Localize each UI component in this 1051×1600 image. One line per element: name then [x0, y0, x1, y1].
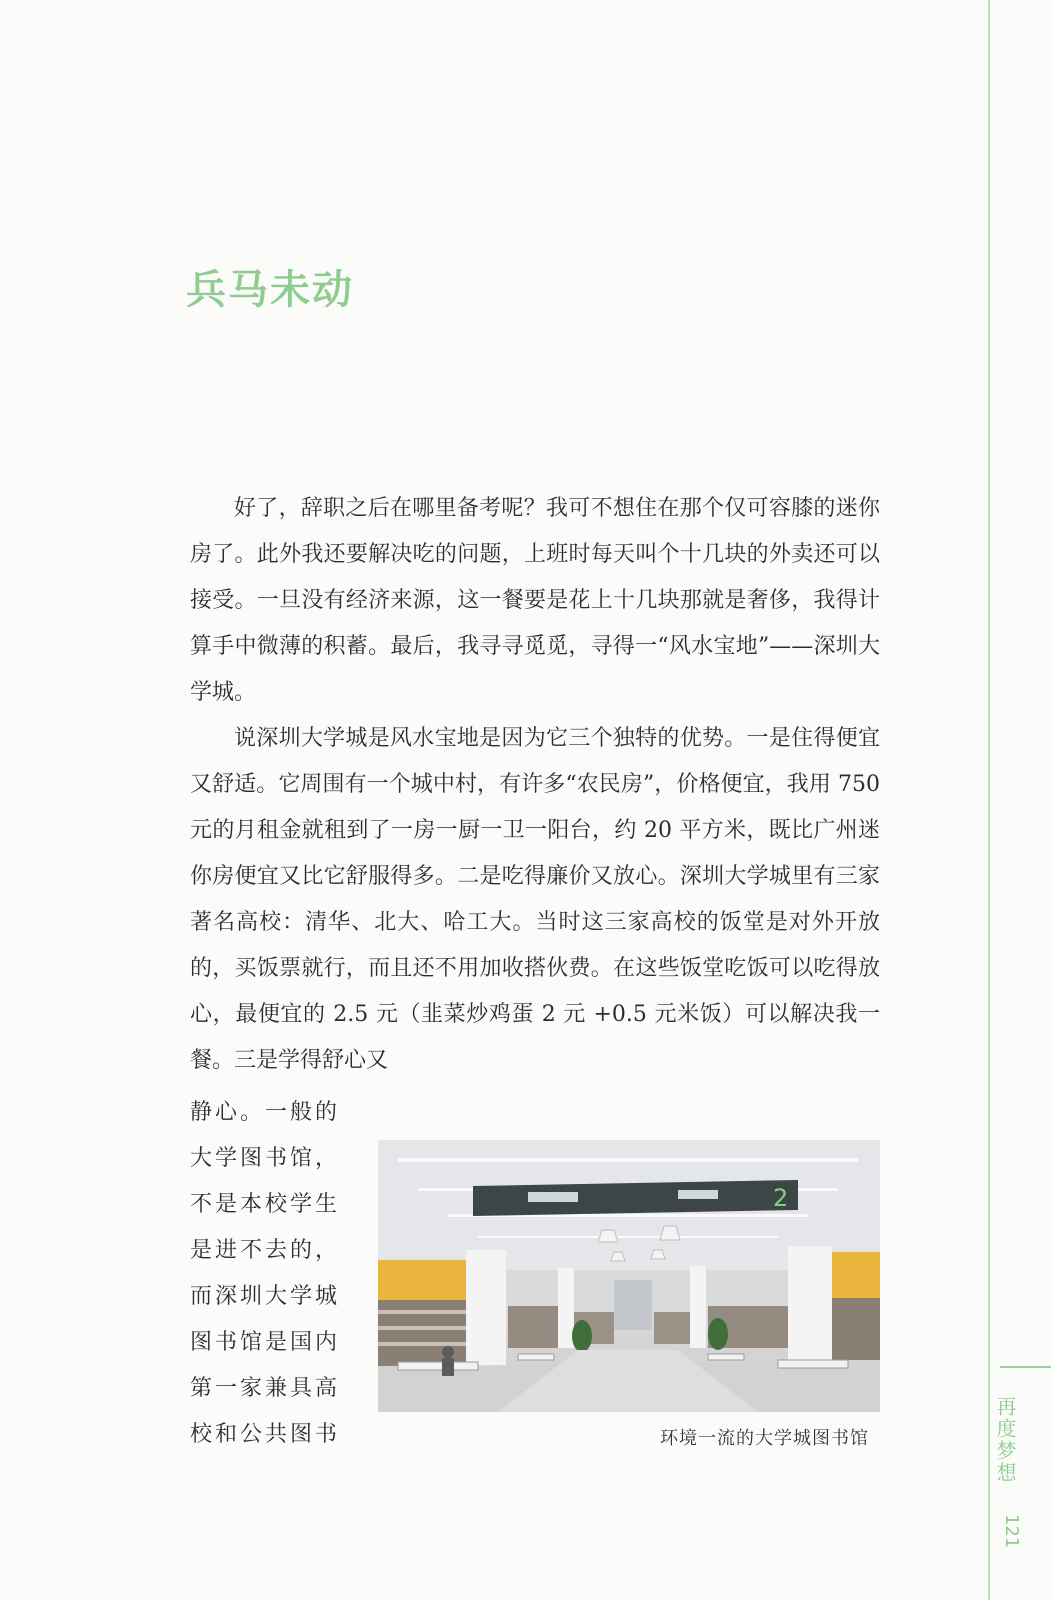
wrap-line: 大学图书馆，: [190, 1146, 341, 1171]
photo-caption: 环境一流的大学城图书馆: [660, 1428, 869, 1449]
wrap-line: 图书馆是国内: [190, 1330, 341, 1355]
left-wall: [378, 1260, 468, 1300]
wrap-line: 静心。一般的: [190, 1100, 341, 1125]
reader: [442, 1346, 454, 1376]
paragraph-2: 说深圳大学城是风水宝地是因为它三个独特的优势。一是住得便宜又舒适。它周围有一个城中村，有许多“农民房”，价格便宜，我用 750 元的月租金就租到了一房一厨一卫一阳台，约 20 平方米，既比广州迷你房便宜又比它舒服得多。二是吃得廉价又放心。深圳大学城里有三家著名高校：清华、北大、哈工大。当时这三家高校的饭堂是对外开放的，买饭票就行，而且还不用加收搭伙费。在这些饭堂吃饭可以吃得放心，最便宜的 2.5 元（韭菜炒鸡蛋 2 元 +0.5 元米饭）可以解决我一餐。三是学得舒心又: [190, 726, 880, 1073]
library-photo-illustration: [378, 1140, 880, 1412]
wrap-text-column: [190, 1090, 360, 1458]
hanging-sign: [473, 1180, 798, 1216]
sign-number: 2: [773, 1184, 789, 1212]
wrap-line: 而深圳大学城: [190, 1284, 341, 1309]
wrap-line: 不是本校学生: [190, 1192, 341, 1217]
wrap-line: 是进不去的，: [190, 1238, 341, 1263]
wrap-line: 校和公共图书: [190, 1422, 341, 1447]
section-title: 再度梦想: [993, 1396, 1017, 1484]
chapter-title: 兵马未动: [186, 266, 354, 313]
margin-tick: [1000, 1366, 1051, 1368]
corridor-end: [614, 1280, 652, 1330]
paragraph-1: 好了，辞职之后在哪里备考呢？我可不想住在那个仅可容膝的迷你房了。此外我还要解决吃的问题，上班时每天叫个十几块的外卖还可以接受。一旦没有经济来源，这一餐要是花上十几块那就是奢侈，我得计算手中微薄的积蓄。最后，我寻寻觅觅，寻得一“风水宝地”——深圳大学城。: [190, 496, 880, 705]
body-text: [190, 486, 880, 1084]
wrap-line: 第一家兼具高: [190, 1376, 341, 1401]
sign-label: [528, 1192, 578, 1202]
sign-label: [678, 1190, 718, 1199]
right-wall: [830, 1252, 880, 1298]
library-photo: [378, 1140, 880, 1412]
page-number: 121: [1001, 1514, 1022, 1549]
margin-rule: [988, 0, 990, 1600]
